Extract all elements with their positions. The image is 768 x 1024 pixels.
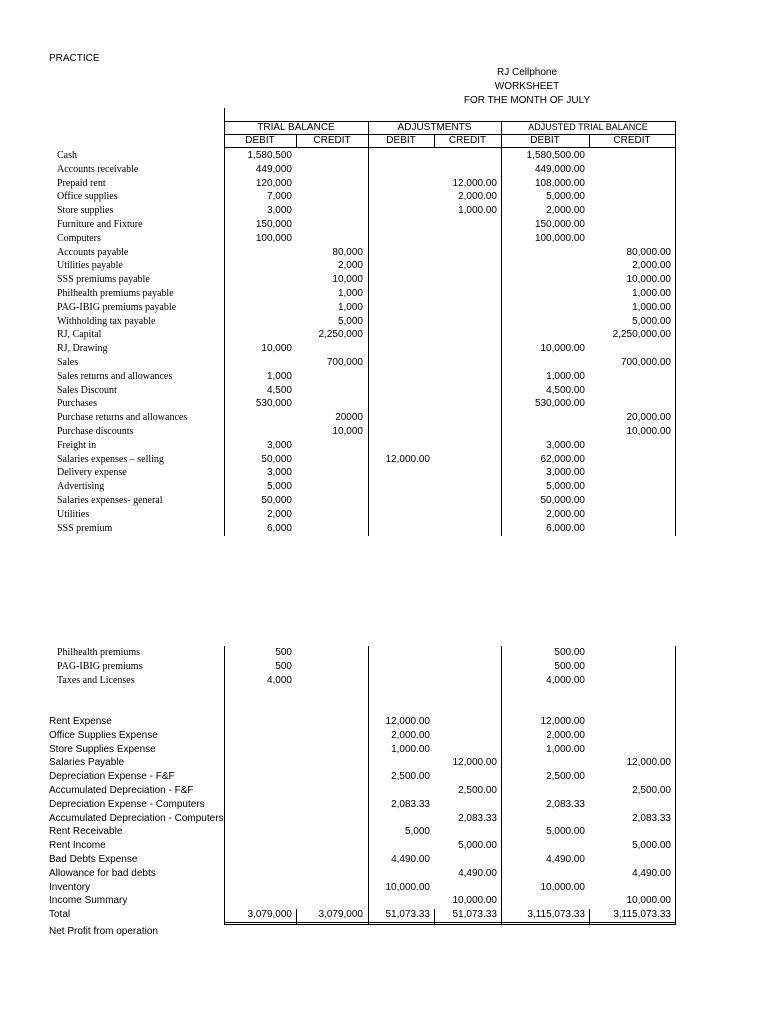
cell-atb-dr: 1,000.00: [546, 743, 585, 755]
account-name: Taxes and Licenses: [57, 674, 135, 686]
document-title: WORKSHEET: [494, 81, 560, 92]
cell-adj-cr: [407, 494, 497, 508]
cell-adj-cr: [407, 301, 497, 315]
cell-atb-cr: [581, 466, 671, 480]
cell-adj-cr: [407, 715, 497, 729]
cell-atb-cr: 5,000.00: [632, 315, 671, 327]
cell-adj-cr: [407, 259, 497, 273]
cell-tb-dr: 3,000: [266, 467, 292, 479]
account-name: Allowance for bad debts: [49, 867, 156, 879]
cell-adj-cr: [407, 729, 497, 743]
cell-tb-cr: 2,250,000: [318, 329, 363, 341]
cell-tb-dr: 3,000: [266, 439, 292, 451]
cell-adj-cr: [407, 232, 497, 246]
cell-atb-cr: [581, 729, 671, 743]
cell-tb-dr: 4,500: [266, 384, 292, 396]
cell-adj-cr: [407, 825, 497, 839]
cell-tb-cr: 80,000: [332, 246, 363, 258]
cell-atb-dr: 449,000.00: [534, 163, 585, 175]
header-adjustments: ADJUSTMENTS: [397, 122, 472, 133]
cell-atb-cr: [581, 232, 671, 246]
cell-atb-cr: 2,083.33: [632, 812, 671, 824]
cell-atb-cr: 12,000.00: [626, 757, 671, 769]
account-name: SSS premium: [57, 522, 113, 534]
account-name: Salaries Payable: [49, 757, 125, 769]
account-name: Store Supplies Expense: [49, 743, 156, 755]
company-name: RJ Cellphone: [496, 67, 558, 78]
account-name: Store supplies: [57, 205, 114, 217]
account-name: Office supplies: [57, 191, 118, 203]
cell-atb-dr: 50,000.00: [540, 495, 585, 506]
cell-atb-cr: [581, 480, 671, 494]
cell-adj-dr: 2,000.00: [391, 729, 430, 741]
cell-tb-dr: 1,000: [266, 370, 292, 382]
cell-atb-cr: [581, 177, 671, 191]
header-adjusted-trial-balance: ADJUSTED TRIAL BALANCE: [528, 122, 648, 132]
cell-adj-dr: 2,500.00: [391, 771, 430, 783]
account-name: Bad Debts Expense: [49, 854, 138, 865]
cell-adj-cr: 2,000.00: [458, 191, 497, 203]
account-name: Office Supplies Expense: [49, 729, 158, 741]
cell-atb-dr: 2,500.00: [546, 771, 585, 783]
cell-atb-cr: [581, 743, 671, 757]
account-name: Philhealth premiums: [57, 647, 141, 658]
cell-atb-dr: 62,000.00: [540, 453, 585, 465]
account-name: Inventory: [49, 881, 91, 893]
cell-atb-dr: [495, 356, 585, 370]
cell-atb-cr: [581, 508, 671, 522]
cell-atb-dr: [495, 259, 585, 273]
cell-atb-dr: [495, 328, 585, 342]
cell-adj-cr: [407, 466, 497, 480]
cell-atb-cr: 10,000.00: [626, 426, 671, 437]
cell-adj-cr: [407, 453, 497, 467]
cell-atb-dr: 4,490.00: [546, 854, 585, 865]
cell-atb-dr: 10,000.00: [540, 881, 585, 893]
cell-atb-cr: [581, 342, 671, 356]
cell-atb-cr: 80,000.00: [626, 246, 671, 258]
cell-tb-dr: 100,000: [255, 232, 292, 244]
cell-tb-cr: 2,000: [337, 260, 363, 272]
cell-atb-dr: 4,000.00: [546, 674, 585, 686]
practice-label: PRACTICE: [49, 53, 100, 64]
account-name: Accumulated Depreciation - Computers: [49, 812, 224, 824]
cell-atb-dr: 3,115,073.33: [527, 909, 585, 921]
cell-adj-cr: [407, 370, 497, 384]
cell-atb-cr: 4,490.00: [632, 867, 671, 879]
cell-atb-dr: 10,000.00: [540, 343, 585, 355]
cell-adj-cr: [407, 163, 497, 177]
cell-tb-cr: 10,000: [332, 274, 363, 286]
account-name: RJ, Drawing: [57, 343, 108, 355]
account-name: Purchase returns and allowances: [57, 412, 188, 424]
cell-tb-dr: 50,000: [261, 495, 292, 506]
cell-atb-cr: [581, 522, 671, 536]
account-name: Depreciation Expense - F&F: [49, 771, 175, 783]
cell-atb-dr: 100,000.00: [534, 232, 585, 244]
cell-adj-cr: [407, 246, 497, 260]
cell-adj-cr: [407, 674, 497, 688]
cell-atb-cr: [581, 715, 671, 729]
cell-atb-cr: 20,000.00: [626, 412, 671, 424]
period-label: FOR THE MONTH OF JULY: [463, 95, 591, 106]
cell-atb-dr: [495, 756, 585, 770]
cell-atb-dr: 4,500.00: [546, 384, 585, 396]
cell-atb-dr: 2,000.00: [546, 729, 585, 741]
cell-tb-dr: 4,000: [266, 674, 292, 686]
cell-adj-dr: 10,000.00: [385, 881, 430, 893]
cell-adj-dr: 2,083.33: [391, 798, 430, 810]
account-name: PAG-IBIG premiums payable: [57, 301, 177, 313]
cell-atb-cr: [581, 798, 671, 812]
account-name: Sales returns and allowances: [57, 370, 173, 382]
cell-atb-dr: 3,000.00: [546, 467, 585, 479]
cell-tb-dr: 120,000: [255, 177, 292, 189]
cell-atb-dr: 1,000.00: [546, 370, 585, 382]
cell-tb-dr: 449,000: [255, 163, 292, 175]
cell-adj-cr: [407, 218, 497, 232]
header-tb-credit: CREDIT: [313, 135, 351, 146]
header-trial-balance: TRIAL BALANCE: [257, 122, 335, 133]
account-name: Salaries expenses- general: [57, 495, 163, 506]
cell-atb-cr: [581, 674, 671, 688]
cell-atb-cr: [581, 204, 671, 218]
account-name: Prepaid rent: [57, 177, 106, 189]
cell-tb-dr: 1,580,500: [247, 150, 292, 161]
cell-adj-dr: 1,000.00: [391, 743, 430, 755]
cell-atb-cr: [581, 494, 671, 508]
cell-atb-cr: [581, 218, 671, 232]
cell-atb-cr: [581, 149, 671, 163]
cell-tb-cr: 700,000: [326, 357, 363, 368]
cell-tb-dr: 150,000: [255, 219, 292, 230]
cell-adj-cr: 2,083.33: [458, 812, 497, 824]
cell-adj-cr: 2,500.00: [458, 785, 497, 796]
account-name: RJ, Capital: [57, 329, 102, 341]
cell-atb-dr: 2,000.00: [546, 205, 585, 217]
header-tb-debit: DEBIT: [245, 135, 275, 146]
cell-atb-dr: 5,000.00: [546, 191, 585, 203]
cell-atb-dr: 1,580,500.00: [526, 150, 585, 161]
cell-tb-cr: 10,000: [332, 426, 363, 437]
cell-adj-dr: 5,000: [404, 826, 430, 838]
cell-tb-cr: 1,000: [337, 288, 363, 299]
account-name: Sales: [57, 357, 79, 368]
cell-tb-cr: 5,000: [337, 315, 363, 327]
account-name: Utilities payable: [57, 260, 123, 272]
cell-adj-cr: [407, 508, 497, 522]
account-name: Purchases: [57, 398, 97, 410]
cell-adj-cr: 12,000.00: [452, 177, 497, 189]
account-name: Accounts payable: [57, 246, 129, 258]
account-name: Income Summary: [49, 895, 128, 907]
cell-atb-dr: [495, 812, 585, 826]
cell-atb-cr: [581, 370, 671, 384]
cell-adj-cr: 51,073.33: [452, 909, 497, 921]
cell-adj-cr: [407, 853, 497, 867]
cell-atb-dr: 150,000.00: [534, 219, 585, 230]
cell-atb-cr: [581, 397, 671, 411]
cell-atb-dr: [495, 784, 585, 798]
cell-atb-dr: 3,000.00: [546, 439, 585, 451]
cell-atb-dr: [495, 315, 585, 329]
account-name: Salaries expenses – selling: [57, 453, 164, 465]
cell-atb-dr: [495, 287, 585, 301]
cell-atb-cr: [581, 881, 671, 895]
cell-atb-cr: 1,000.00: [632, 288, 671, 299]
account-name: Cash: [57, 150, 77, 161]
net-profit-label: Net Profit from operation: [49, 926, 158, 937]
cell-atb-cr: 1,000.00: [632, 301, 671, 313]
cell-adj-cr: 10,000.00: [452, 895, 497, 907]
cell-adj-cr: [407, 770, 497, 784]
cell-adj-cr: [407, 881, 497, 895]
cell-atb-cr: [581, 163, 671, 177]
cell-atb-dr: 2,000.00: [546, 508, 585, 520]
cell-adj-dr: 51,073.33: [385, 909, 430, 921]
cell-tb-dr: 5,000: [266, 481, 292, 493]
cell-adj-cr: 12,000.00: [452, 757, 497, 769]
cell-atb-cr: [581, 770, 671, 784]
cell-atb-dr: 12,000.00: [540, 716, 585, 727]
cell-adj-cr: [407, 522, 497, 536]
cell-atb-dr: [495, 894, 585, 908]
cell-tb-cr: 1,000: [337, 301, 363, 313]
account-name: Freight in: [57, 439, 97, 451]
account-name: PAG-IBIG premiums: [57, 660, 143, 672]
cell-adj-cr: [407, 328, 497, 342]
cell-adj-cr: [407, 397, 497, 411]
cell-adj-cr: [407, 646, 497, 660]
cell-atb-cr: 700,000.00: [620, 357, 671, 368]
cell-adj-dr: 12,000.00: [385, 453, 430, 465]
cell-tb-cr: 3,079,000: [318, 909, 363, 921]
cell-atb-dr: [495, 839, 585, 853]
account-name: SSS premiums payable: [57, 274, 150, 286]
cell-adj-cr: 5,000.00: [458, 840, 497, 852]
cell-adj-cr: [407, 480, 497, 494]
cell-tb-dr: 3,079,000: [247, 909, 292, 921]
cell-adj-cr: [407, 411, 497, 425]
cell-atb-dr: [495, 411, 585, 425]
cell-adj-cr: [407, 315, 497, 329]
cell-atb-cr: 2,500.00: [632, 785, 671, 796]
cell-atb-dr: 500.00: [554, 647, 585, 658]
cell-adj-cr: [407, 660, 497, 674]
cell-tb-dr: 10,000: [261, 343, 292, 355]
cell-atb-dr: [495, 273, 585, 287]
account-name: Accounts receivable: [57, 163, 139, 175]
cell-atb-cr: [581, 453, 671, 467]
cell-atb-cr: [581, 660, 671, 674]
cell-adj-cr: [407, 425, 497, 439]
account-name: Rent Receivable: [49, 826, 123, 838]
cell-atb-cr: 2,000.00: [632, 260, 671, 272]
cell-adj-cr: [407, 356, 497, 370]
header-atb-credit: CREDIT: [613, 135, 651, 146]
cell-tb-dr: 530,000: [255, 398, 292, 410]
account-name: Furniture and Fixture: [57, 219, 143, 230]
account-name: Advertising: [57, 481, 105, 493]
cell-atb-cr: [581, 439, 671, 453]
account-name: Purchase discounts: [57, 426, 134, 437]
cell-adj-dr: 4,490.00: [391, 854, 430, 865]
cell-tb-dr: 3,000: [266, 205, 292, 217]
account-name: Delivery expense: [57, 467, 127, 479]
cell-tb-dr: 50,000: [261, 453, 292, 465]
cell-atb-cr: 3,115,073.33: [613, 909, 671, 921]
cell-adj-cr: [407, 149, 497, 163]
account-name: Accumulated Depreciation - F&F: [49, 785, 194, 796]
cell-atb-cr: 10,000.00: [626, 895, 671, 907]
cell-adj-dr: 12,000.00: [385, 716, 430, 727]
account-name: Sales Discount: [57, 384, 117, 396]
account-name: Depreciation Expense - Computers: [49, 798, 205, 810]
cell-atb-dr: 500.00: [554, 660, 585, 672]
account-name: Rent Expense: [49, 716, 112, 727]
cell-atb-cr: 2,250,000.00: [612, 329, 671, 341]
cell-atb-dr: [495, 425, 585, 439]
header-adj-credit: CREDIT: [448, 135, 487, 146]
cell-atb-cr: [581, 384, 671, 398]
cell-atb-dr: 5,000.00: [546, 826, 585, 838]
cell-atb-dr: [495, 867, 585, 881]
cell-adj-cr: [407, 384, 497, 398]
cell-adj-cr: [407, 439, 497, 453]
account-name: Rent Income: [49, 840, 106, 852]
cell-tb-dr: 6,000: [266, 522, 292, 534]
cell-adj-cr: [407, 798, 497, 812]
cell-atb-dr: [495, 246, 585, 260]
cell-adj-cr: [407, 273, 497, 287]
cell-tb-cr: 20000: [335, 412, 363, 424]
header-adj-debit: DEBIT: [386, 135, 416, 146]
cell-atb-dr: 5,000.00: [546, 481, 585, 493]
cell-atb-cr: [581, 190, 671, 204]
cell-atb-dr: [495, 301, 585, 315]
cell-atb-dr: 108,000.00: [534, 177, 585, 189]
cell-adj-cr: [407, 342, 497, 356]
cell-tb-dr: 2,000: [266, 508, 292, 520]
cell-adj-cr: 4,490.00: [458, 867, 497, 879]
cell-adj-cr: [407, 743, 497, 757]
cell-atb-cr: [581, 825, 671, 839]
cell-atb-cr: [581, 853, 671, 867]
cell-atb-cr: 5,000.00: [632, 840, 671, 852]
header-atb-debit: DEBIT: [530, 135, 560, 146]
account-name: Total: [49, 909, 71, 921]
cell-atb-dr: 6,000.00: [546, 522, 585, 534]
cell-adj-cr: [407, 287, 497, 301]
account-name: Philhealth premiums payable: [57, 288, 174, 299]
account-name: Computers: [57, 232, 101, 244]
cell-atb-dr: 530,000.00: [534, 398, 585, 410]
account-name: Utilities: [57, 508, 90, 520]
cell-atb-dr: 2,083.33: [546, 798, 585, 810]
cell-tb-dr: 500: [275, 647, 292, 658]
cell-atb-cr: [581, 646, 671, 660]
cell-tb-dr: 500: [275, 660, 292, 672]
cell-tb-dr: 7,000: [266, 191, 292, 203]
account-name: Withholding tax payable: [57, 315, 156, 327]
cell-atb-cr: 10,000.00: [626, 274, 671, 286]
cell-adj-cr: 1,000.00: [458, 205, 497, 217]
